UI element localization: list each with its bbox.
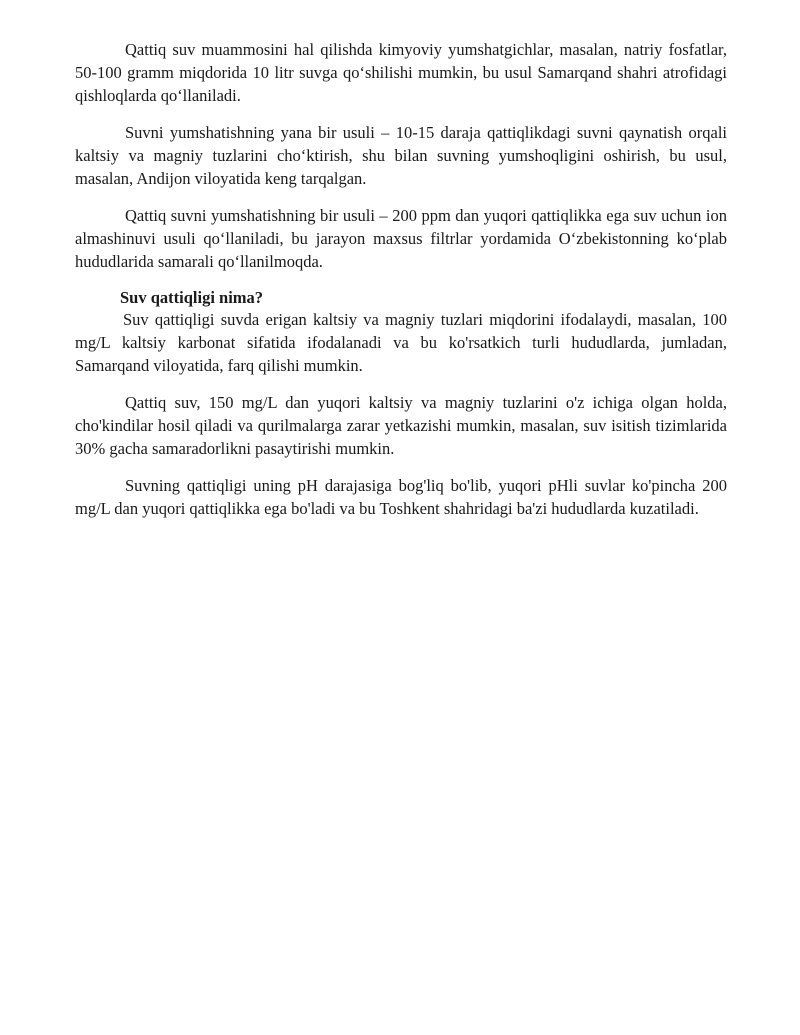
paragraph-hard-water-effects: Qattiq suv, 150 mg/L dan yuqori kaltsiy va magniy tuzlarini o'z ichiga olgan holda, cho'kindilar hosil qiladi va qurilmalarga zarar yetkazishi mumkin, masalan, suv isitish tizimlarida 30% gacha samaradorlikni pasaytirishi mumkin. (75, 393, 727, 458)
paragraph-chemical-softeners: Qattiq suv muammosini hal qilishda kimyoviy yumshatgichlar, masalan, natriy fosfatlar, 50-100 gramm miqdorida 10 litr suvga qo‘shilishi mumkin, bu usul Samarqand shahri atrofidagi qishloqlarda qo‘llaniladi. (75, 40, 727, 105)
document-body (75, 38, 727, 534)
section-heading: Suv qattiqligi nima? (120, 288, 264, 307)
paragraph-hardness-definition: Suv qattiqligi suvda erigan kaltsiy va magniy tuzlari miqdorini ifodalaydi, masalan, 100 mg/L kaltsiy karbonat sifatida ifodalanadi va bu ko'rsatkich turli hududlarda, jumladan, Samarqand viloyatida, farq qilishi mumkin. (75, 310, 727, 375)
paragraph-boiling-method: Suvni yumshatishning yana bir usuli – 10-15 daraja qattiqlikdagi suvni qaynatish orqali kaltsiy va magniy tuzlarini cho‘ktirish, shu bilan suvning yumshoqligini oshirish, bu usul, masalan, Andijon viloyatida keng tarqalgan. (75, 123, 727, 188)
paragraph-ph-relation: Suvning qattiqligi uning pH darajasiga bog'liq bo'lib, yuqori pHli suvlar ko'pincha 200 mg/L dan yuqori qattiqlikka ega bo'ladi va bu Toshkent shahridagi ba'zi hududlarda kuzatiladi. (75, 476, 727, 518)
paragraph-ion-exchange: Qattiq suvni yumshatishning bir usuli – 200 ppm dan yuqori qattiqlikka ega suv uchun ion almashinuvi usuli qo‘llaniladi, bu jarayon maxsus filtrlar yordamida O‘zbekistonning ko‘plab hududlarida samarali qo‘llanilmoqda. (75, 206, 727, 271)
